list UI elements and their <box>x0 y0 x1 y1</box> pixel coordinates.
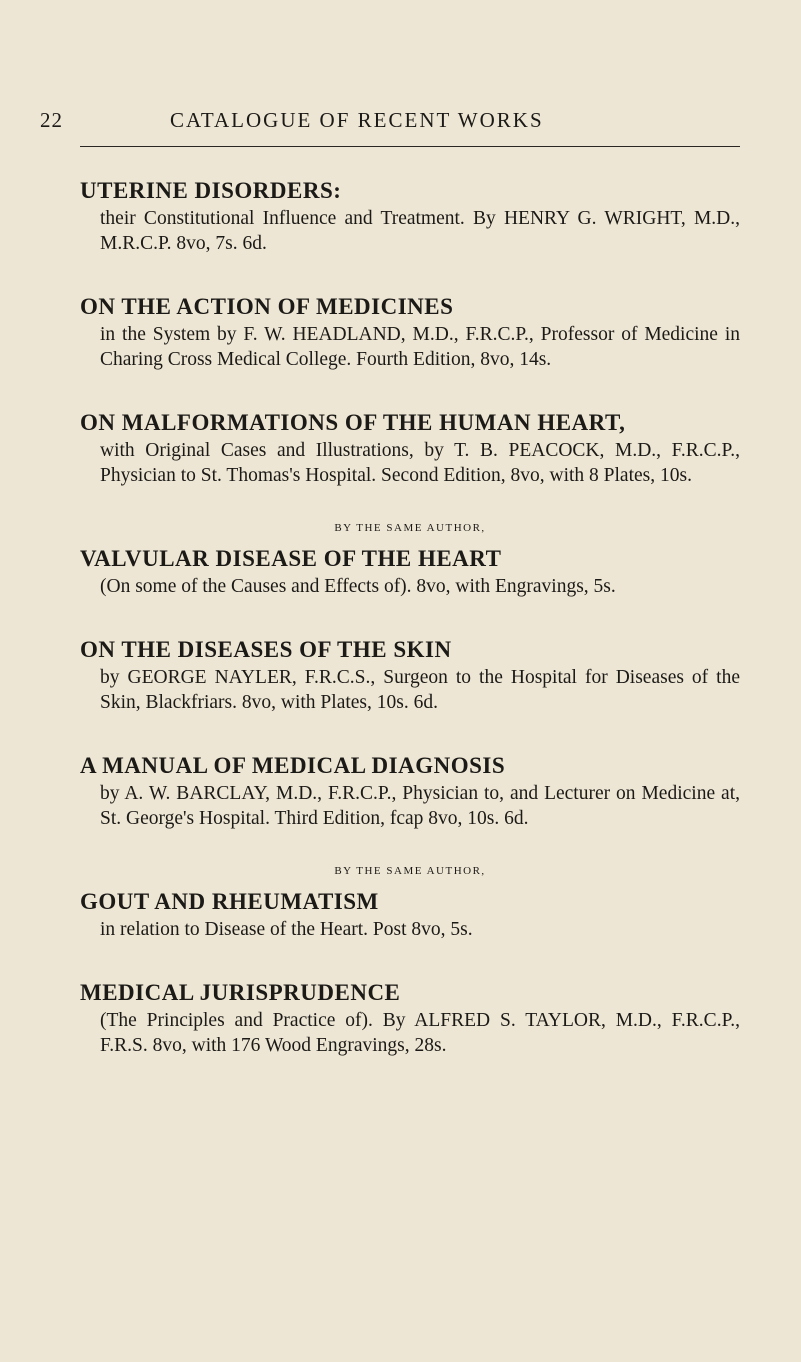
same-author-note: BY THE SAME AUTHOR, <box>334 865 486 877</box>
entry-title: ON MALFORMATIONS OF THE HUMAN HEART, <box>80 410 626 435</box>
entry-description: by A. W. BARCLAY, M.D., F.R.C.P., Physician to, and Lecturer on Medicine at, St. George's Hospital. Third Edition, fcap 8vo, 10s. 6d. <box>100 783 740 829</box>
page-number: 22 <box>40 108 63 132</box>
catalogue-entry <box>80 978 740 1058</box>
entry-title: A MANUAL OF MEDICAL DIAGNOSIS <box>80 753 506 778</box>
entry-title: ON THE DISEASES OF THE SKIN <box>80 637 452 662</box>
entry-description: (The Principles and Practice of). By ALFRED S. TAYLOR, M.D., F.R.C.P., F.R.S. 8vo, with 176 Wood Engravings, 28s. <box>100 1010 740 1056</box>
entry-title: UTERINE DISORDERS: <box>80 178 342 203</box>
running-head <box>40 108 740 138</box>
entry-description: in relation to Disease of the Heart. Post 8vo, 5s. <box>100 919 473 940</box>
entry-description: (On some of the Causes and Effects of). 8vo, with Engravings, 5s. <box>100 576 616 597</box>
catalogue-entry <box>80 408 740 488</box>
catalogue-entry <box>80 176 740 256</box>
entry-title: MEDICAL JURISPRUDENCE <box>80 980 401 1005</box>
entry-description: by GEORGE NAYLER, F.R.C.S., Surgeon to the Hospital for Diseases of the Skin, Blackfriars. 8vo, with Plates, 10s. 6d. <box>100 667 740 713</box>
catalogue-entry <box>80 751 740 831</box>
entry-title: ON THE ACTION OF MEDICINES <box>80 294 454 319</box>
entry-description: with Original Cases and Illustrations, by T. B. PEACOCK, M.D., F.R.C.P., Physician to St. Thomas's Hospital. Second Edition, 8vo, with 8 Plates, 10s. <box>100 440 740 486</box>
entry-description: their Constitutional Influence and Treatment. By HENRY G. WRIGHT, M.D., M.R.C.P. 8vo, 7s. 6d. <box>100 208 740 254</box>
catalogue-entry <box>80 635 740 715</box>
same-author-note: BY THE SAME AUTHOR, <box>334 522 486 534</box>
catalogue-entry <box>80 522 740 599</box>
catalogue-entry <box>80 292 740 372</box>
entry-title: VALVULAR DISEASE OF THE HEART <box>80 546 502 571</box>
catalogue-entry <box>80 865 740 942</box>
running-title: CATALOGUE OF RECENT WORKS <box>170 108 544 132</box>
entry-title: GOUT AND RHEUMATISM <box>80 889 379 914</box>
catalogue-entries <box>80 176 740 1094</box>
header-rule <box>80 146 740 147</box>
entry-description: in the System by F. W. HEADLAND, M.D., F.R.C.P., Professor of Medicine in Charing Cross Medical College. Fourth Edition, 8vo, 14s. <box>100 324 740 370</box>
